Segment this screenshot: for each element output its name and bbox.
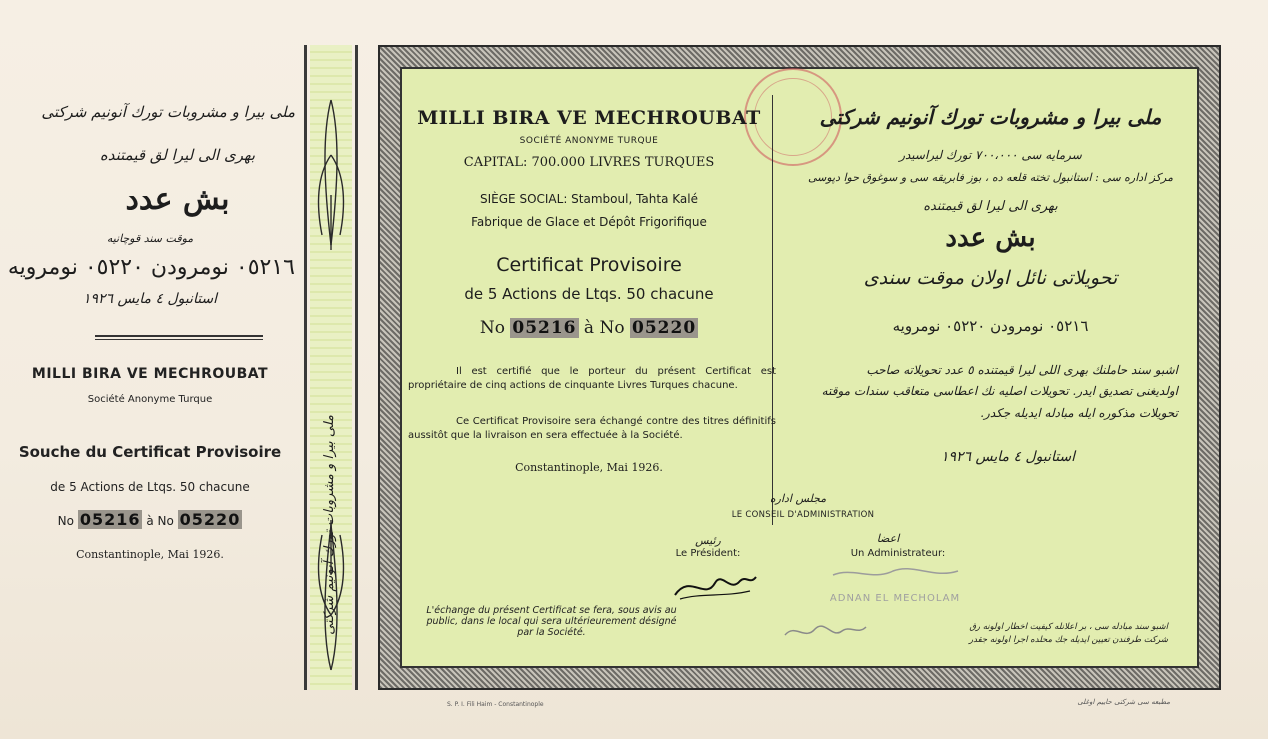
cert-ottoman-value: بهری الی لیرا لق قیمتنده: [923, 199, 1058, 214]
administrator-name-stamp: [823, 561, 968, 611]
cert-exchange-note: L'échange du présent Certificat se fera, sous avis au public, dans le local qui sera ultérieurement désigné par la Société.: [426, 605, 677, 638]
stub-company-type: Société Anonyme Turque: [87, 394, 213, 405]
cert-number-range: [400, 318, 778, 338]
president-ottoman-label: رئیس: [695, 534, 721, 547]
cert-ottoman-title: تحویلاتی نائل اولان موقت سندی: [863, 267, 1118, 289]
cert-ottoman-five: بش عدد: [945, 223, 1036, 253]
stub-ottoman-cert: موقت سند قوچانیه: [106, 232, 194, 245]
strip-ottoman-vertical: ملی بیرا و مشروبات تورك آنونیم شركتی: [322, 415, 337, 635]
stub-ottoman-value: بهری الی لیرا لق قیمتنده: [99, 146, 256, 164]
administrator-signature: [780, 615, 870, 645]
cert-ottoman-para-line2: اولدیغنی تصدیق ایدر. تحویلات اصلیه نك اعطاسی متعاقب سندات موقته: [821, 384, 1178, 398]
stub-number-from: 05216: [79, 510, 141, 529]
ottoman-exchange-line1: اشبو سند مبادله سی ، بر اعلانله كیفیت اخطار اولونه رق: [969, 622, 1168, 632]
strip-ornament-top: [312, 95, 350, 255]
strip-edge-right: [355, 45, 358, 690]
cert-no-label-2: No: [599, 318, 625, 338]
printer-credit: S. P. I. Fili Haim - Constantinople: [447, 701, 544, 708]
cert-ottoman-para-line1: اشبو سند حاملنك بهری اللی لیرا قیمتنده ٥ عدد تحویلاته صاحب: [866, 363, 1178, 377]
president-label: Le Président:: [675, 548, 741, 559]
stub-ottoman-company: ملی بیرا و مشروبات تورك آنونیم شركتی: [41, 103, 295, 121]
stub-number-to: 05220: [179, 510, 241, 529]
cert-a-label: à: [583, 318, 595, 338]
cert-number-from: 05216: [512, 318, 577, 338]
cert-ottoman-company: ملی بیرا و مشروبات تورك آنونیم شركتی: [819, 105, 1162, 129]
cert-company-type: SOCIÉTÉ ANONYME TURQUE: [519, 136, 659, 146]
cert-ottoman-office: مركز اداره سی : استانبول تخته قلعه ده ، بوز فابریقه سی و سوغوق حوا دپوسی: [807, 171, 1174, 184]
stamp-name-text: ADNAN EL MECHOLAM: [829, 593, 961, 604]
cert-paragraph-exchange: Ce Certificat Provisoire sera échangé contre des titres définitifs aussitôt que la livraison en sera effectuée à la Société.: [408, 416, 776, 441]
stub-divider-thin: [95, 339, 263, 340]
cert-capital: CAPITAL: 700.000 LIVRES TURQUES: [463, 155, 715, 170]
administrator-label: Un Administrateur:: [850, 548, 946, 559]
certificate-stub: [0, 0, 300, 739]
cert-ottoman-capital: سرمایه سی ٧٠٠،٠٠٠ تورك لیراسیدر: [899, 148, 1082, 162]
stub-title: Souche du Certificat Provisoire: [18, 443, 282, 461]
cert-ottoman-place-date: استانبول ٤ مایس ١٩٢٦: [940, 449, 1076, 465]
stub-a-label: à: [146, 514, 154, 528]
board-ottoman-label: مجلس اداره: [769, 492, 827, 505]
stub-no-label-2: No: [157, 514, 174, 528]
cert-place-date: Constantinople, Mai 1926.: [515, 461, 663, 474]
stub-company-name: MILLI BIRA VE MECHROUBAT: [31, 366, 269, 382]
strip-ornament-bottom: [312, 515, 350, 675]
ottoman-exchange-line2: شركت طرفندن تعیین ایدیله جك محلده اجرا اولونه جقدر: [969, 635, 1168, 645]
printer-credit-ottoman: مطبعه سی شركتی حاییم اوغلی: [1077, 698, 1170, 706]
certificate: [378, 45, 1221, 690]
stub-divider: [95, 335, 263, 337]
cert-business: Fabrique de Glace et Dépôt Frigorifique: [471, 215, 707, 229]
board-label: LE CONSEIL D'ADMINISTRATION: [731, 510, 875, 520]
stub-actions: de 5 Actions de Ltqs. 50 chacune: [50, 480, 250, 494]
stub-place-date: Constantinople, Mai 1926.: [76, 548, 224, 561]
stub-number-range: [0, 510, 300, 529]
stub-ottoman-place-date: استانبول ٤ مایس ١٩٢٦: [82, 291, 218, 307]
cert-ottoman-numbers: ٠٥٢١٦ نومرودن ٠٥٢٢٠ نومرویه: [892, 317, 1089, 335]
cert-title: Certificat Provisoire: [496, 254, 682, 276]
cert-actions: de 5 Actions de Ltqs. 50 chacune: [464, 285, 714, 303]
stub-ottoman-numbers: ٠٥٢١٦ نومرودن ٠٥٢٢٠ نومرویه: [7, 255, 295, 280]
stub-ottoman-five: بش عدد: [125, 182, 230, 217]
perforation-strip: [304, 45, 358, 690]
cert-company-name: MILLI BIRA VE MECHROUBAT: [417, 107, 761, 129]
cert-ottoman-exchange-note: [963, 621, 1168, 647]
president-signature: [670, 563, 760, 603]
cert-registered-office: SIÈGE SOCIAL: Stamboul, Tahta Kalé: [480, 192, 698, 206]
cert-no-label: No: [479, 318, 505, 338]
cert-ottoman-para-line3: تحویلات مذكوره ایله مبادله ایدیله جكدر.: [980, 406, 1178, 420]
cert-number-to: 05220: [632, 318, 697, 338]
cert-paragraph-ownership: Il est certifié que le porteur du présent Certificat est propriétaire de cinq actions de cinquante Livres Turques chacune.: [408, 366, 776, 391]
administrator-ottoman-label: اعضا: [876, 532, 900, 545]
stub-no-label: No: [57, 514, 74, 528]
strip-edge-left: [304, 45, 307, 690]
